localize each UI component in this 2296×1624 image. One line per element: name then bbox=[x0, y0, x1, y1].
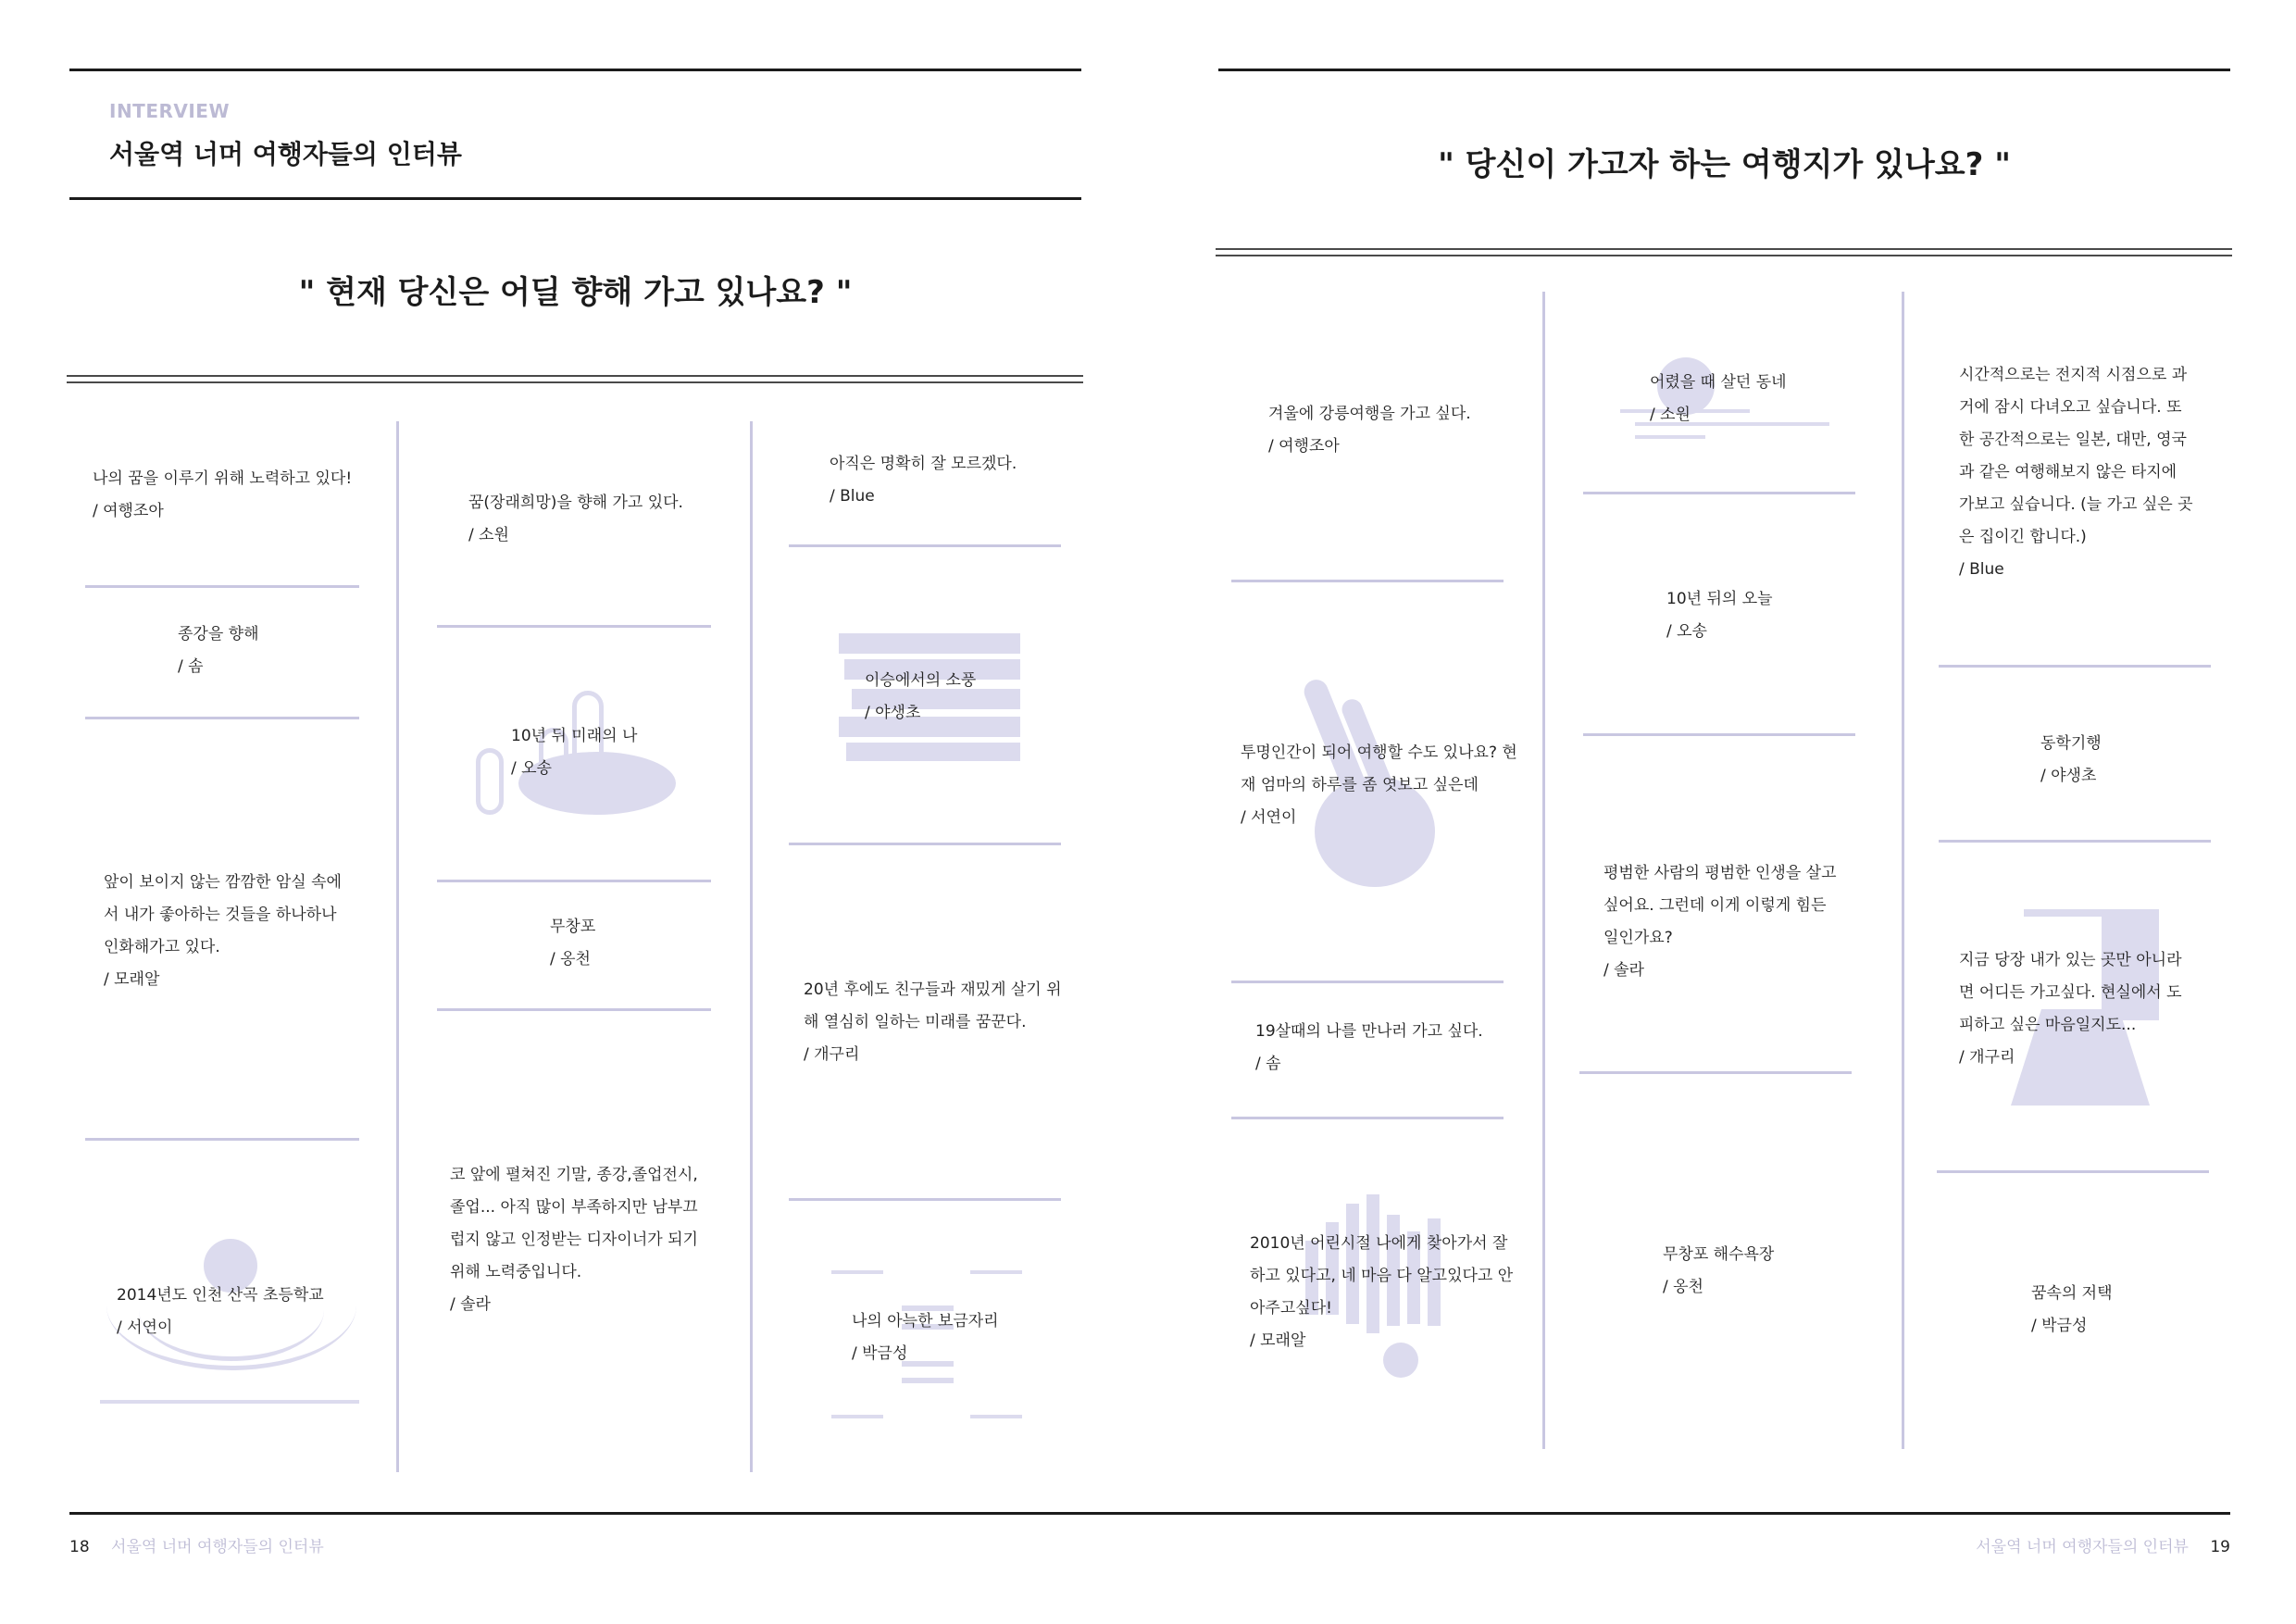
answer-entry bbox=[468, 487, 728, 552]
dash-shape bbox=[902, 1378, 954, 1383]
answer-entry bbox=[550, 911, 689, 976]
answer-author: / Blue bbox=[1959, 560, 2004, 579]
answer-text: 2014년도 인천 산곡 초등학교 bbox=[117, 1286, 324, 1305]
answer-author: / 박금성 bbox=[852, 1344, 908, 1363]
entry-separator bbox=[437, 1008, 711, 1011]
page-title: 서울역 너머 여행자들의 인터뷰 bbox=[109, 139, 462, 169]
section-kicker: INTERVIEW bbox=[109, 100, 231, 122]
answer-text: 20년 후에도 친구들과 재밌게 살기 위해 열심히 일하는 미래를 꿈꾼다. bbox=[804, 981, 1062, 1031]
answer-entry bbox=[2040, 728, 2189, 793]
answer-author: / 야생초 bbox=[865, 704, 921, 722]
entry-separator bbox=[1231, 1117, 1504, 1119]
answer-author: / 솜 bbox=[178, 657, 204, 676]
header-top-rule bbox=[69, 69, 1081, 71]
entry-separator bbox=[437, 880, 711, 882]
entry-separator bbox=[789, 544, 1061, 547]
answer-author: / 옹천 bbox=[550, 950, 591, 968]
answer-entry bbox=[450, 1159, 707, 1321]
answer-entry bbox=[852, 1305, 1055, 1370]
answer-entry bbox=[804, 974, 1072, 1071]
answer-author: / 솔라 bbox=[1603, 961, 1644, 980]
question-double-rule bbox=[67, 375, 1083, 383]
answer-entry bbox=[865, 665, 1050, 730]
answer-entry bbox=[1959, 359, 2196, 586]
answer-text: 10년 뒤 미래의 나 bbox=[511, 727, 638, 745]
footer-rule bbox=[69, 1512, 1151, 1515]
header-bottom-rule bbox=[69, 197, 1081, 200]
line-shape bbox=[1635, 435, 1705, 439]
dash-shape bbox=[970, 1415, 1022, 1418]
entry-separator bbox=[789, 843, 1061, 845]
entry-separator bbox=[85, 717, 359, 719]
footer-title: 서울역 너머 여행자들의 인터뷰 bbox=[111, 1538, 324, 1556]
answer-entry bbox=[1241, 737, 1518, 834]
entry-separator bbox=[1937, 1170, 2209, 1173]
answer-author: / 모래알 bbox=[104, 970, 160, 989]
answer-author: / 야생초 bbox=[2040, 767, 2097, 785]
entry-separator bbox=[789, 1198, 1061, 1201]
entry-separator bbox=[1583, 733, 1855, 736]
answer-text: 종강을 향해 bbox=[178, 625, 259, 643]
answer-entry bbox=[178, 618, 363, 683]
answer-entry bbox=[1650, 367, 1853, 431]
answer-text: 무창포 bbox=[550, 918, 596, 936]
answer-entry bbox=[93, 463, 370, 528]
answer-text: 동학기행 bbox=[2040, 734, 2102, 753]
answer-text: 지금 당장 내가 있는 곳만 아니라면 어디든 가고싶다. 현실에서 도피하고 싶은 마음일지도... bbox=[1959, 951, 2182, 1034]
zigzag-strip bbox=[839, 633, 1020, 654]
question-heading: " 현재 당신은 어딜 향해 가고 있나요? " bbox=[298, 274, 853, 311]
answer-author: / 서연이 bbox=[1241, 808, 1297, 827]
page-number: 19 bbox=[2210, 1538, 2230, 1556]
page-number: 18 bbox=[69, 1538, 90, 1556]
answer-entry bbox=[830, 448, 1070, 513]
column-divider bbox=[1542, 292, 1545, 1449]
answer-entry bbox=[104, 867, 346, 996]
answer-author: / 개구리 bbox=[804, 1045, 860, 1064]
column-divider bbox=[1902, 292, 1904, 1449]
answer-author: / 오송 bbox=[511, 759, 552, 778]
answer-author: / 오송 bbox=[1666, 622, 1707, 641]
entry-separator bbox=[1231, 981, 1504, 983]
entry-separator bbox=[85, 1138, 359, 1141]
answer-author: / 소원 bbox=[468, 526, 509, 544]
footer bbox=[69, 1533, 324, 1556]
zigzag-strip bbox=[846, 743, 1020, 761]
answer-text: 시간적으로는 전지적 시점으로 과거에 잠시 다녀오고 싶습니다. 또 한 공간적으로는 일본, 대만, 영국과 같은 여행해보지 않은 타지에 가보고 싶습니다. (늘 가고 싶은 곳은 집이긴 합니다.) bbox=[1959, 366, 2193, 546]
answer-author: / 옹천 bbox=[1663, 1278, 1703, 1296]
entry-separator bbox=[1939, 665, 2211, 668]
answer-text: 꿈(장래희망)을 향해 가고 있다. bbox=[468, 493, 683, 512]
answer-text: 나의 아늑한 보금자리 bbox=[852, 1312, 999, 1330]
answer-entry bbox=[1663, 1239, 1848, 1304]
paperclip-icon bbox=[476, 748, 504, 815]
answer-entry bbox=[1268, 398, 1518, 463]
answer-text: 어렸을 때 살던 동네 bbox=[1650, 373, 1787, 392]
answer-text: 코 앞에 펼쳐진 기말, 종강,졸업전시, 졸업... 아직 많이 부족하지만 남부끄럽지 않고 인정받는 디자이너가 되기 위해 노력중입니다. bbox=[450, 1166, 698, 1281]
answer-text: 아직은 명확히 잘 모르겠다. bbox=[830, 455, 1017, 473]
answer-author: / 솔라 bbox=[450, 1295, 491, 1314]
answer-author: / 모래알 bbox=[1250, 1331, 1306, 1350]
column-divider bbox=[396, 421, 399, 1472]
question-double-rule bbox=[1216, 248, 2232, 256]
answer-text: 10년 뒤의 오늘 bbox=[1666, 590, 1773, 608]
answer-author: / 서연이 bbox=[117, 1318, 173, 1337]
answer-text: 앞이 보이지 않는 깜깜한 암실 속에서 내가 좋아하는 것들을 하나하나 인화해가고 있다. bbox=[104, 873, 342, 956]
answer-text: 평범한 사람의 평범한 인생을 살고 싶어요. 그런데 이게 이렇게 힘든 일인가요? bbox=[1603, 864, 1837, 947]
answer-entry bbox=[1255, 1016, 1505, 1081]
answer-entry bbox=[511, 720, 696, 785]
footer bbox=[1976, 1533, 2230, 1556]
entry-separator bbox=[1231, 580, 1504, 582]
answer-entry bbox=[2031, 1278, 2198, 1343]
answer-author: / 여행조아 bbox=[93, 502, 164, 520]
answer-author: / 소원 bbox=[1650, 406, 1691, 424]
footer-rule bbox=[1151, 1512, 2230, 1515]
answer-text: 무창포 해수욕장 bbox=[1663, 1245, 1775, 1264]
answer-text: 나의 꿈을 이루기 위해 노력하고 있다! bbox=[93, 469, 353, 488]
entry-separator bbox=[1939, 840, 2211, 843]
column-divider bbox=[750, 421, 753, 1472]
answer-text: 겨울에 강릉여행을 가고 싶다. bbox=[1268, 405, 1471, 423]
answer-text: 2010년 어린시절 나에게 찾아가서 잘하고 있다고, 네 마음 다 알고있다고 안아주고싶다! bbox=[1250, 1234, 1514, 1318]
answer-author: / 솜 bbox=[1255, 1055, 1281, 1073]
footer-title: 서울역 너머 여행자들의 인터뷰 bbox=[1976, 1538, 2189, 1556]
answer-author: / 여행조아 bbox=[1268, 437, 1340, 456]
dash-shape bbox=[831, 1415, 883, 1418]
answer-entry bbox=[1603, 857, 1846, 987]
answer-text: 이승에서의 소풍 bbox=[865, 671, 977, 690]
question-heading: " 당신이 가고자 하는 여행지가 있나요? " bbox=[1438, 146, 2011, 183]
dash-shape bbox=[970, 1270, 1022, 1274]
answer-text: 투명인간이 되어 여행할 수도 있나요? 현재 엄마의 하루를 좀 엿보고 싶은데 bbox=[1241, 743, 1517, 794]
answer-author: / 박금성 bbox=[2031, 1317, 2088, 1335]
answer-author: / Blue bbox=[830, 487, 875, 506]
entry-separator bbox=[1579, 1071, 1852, 1074]
header-top-rule bbox=[1218, 69, 2230, 71]
answer-text: 꿈속의 저택 bbox=[2031, 1284, 2113, 1303]
dash-shape bbox=[831, 1270, 883, 1274]
answer-entry bbox=[1666, 583, 1852, 648]
ground-line bbox=[100, 1400, 359, 1404]
answer-entry bbox=[1250, 1228, 1518, 1357]
entry-separator bbox=[1583, 492, 1855, 494]
answer-author: / 개구리 bbox=[1959, 1048, 2015, 1067]
entry-separator bbox=[85, 585, 359, 588]
answer-text: 19살때의 나를 만나러 가고 싶다. bbox=[1255, 1022, 1483, 1041]
entry-separator bbox=[437, 625, 711, 628]
answer-entry bbox=[1959, 944, 2196, 1074]
answer-entry bbox=[117, 1280, 367, 1344]
